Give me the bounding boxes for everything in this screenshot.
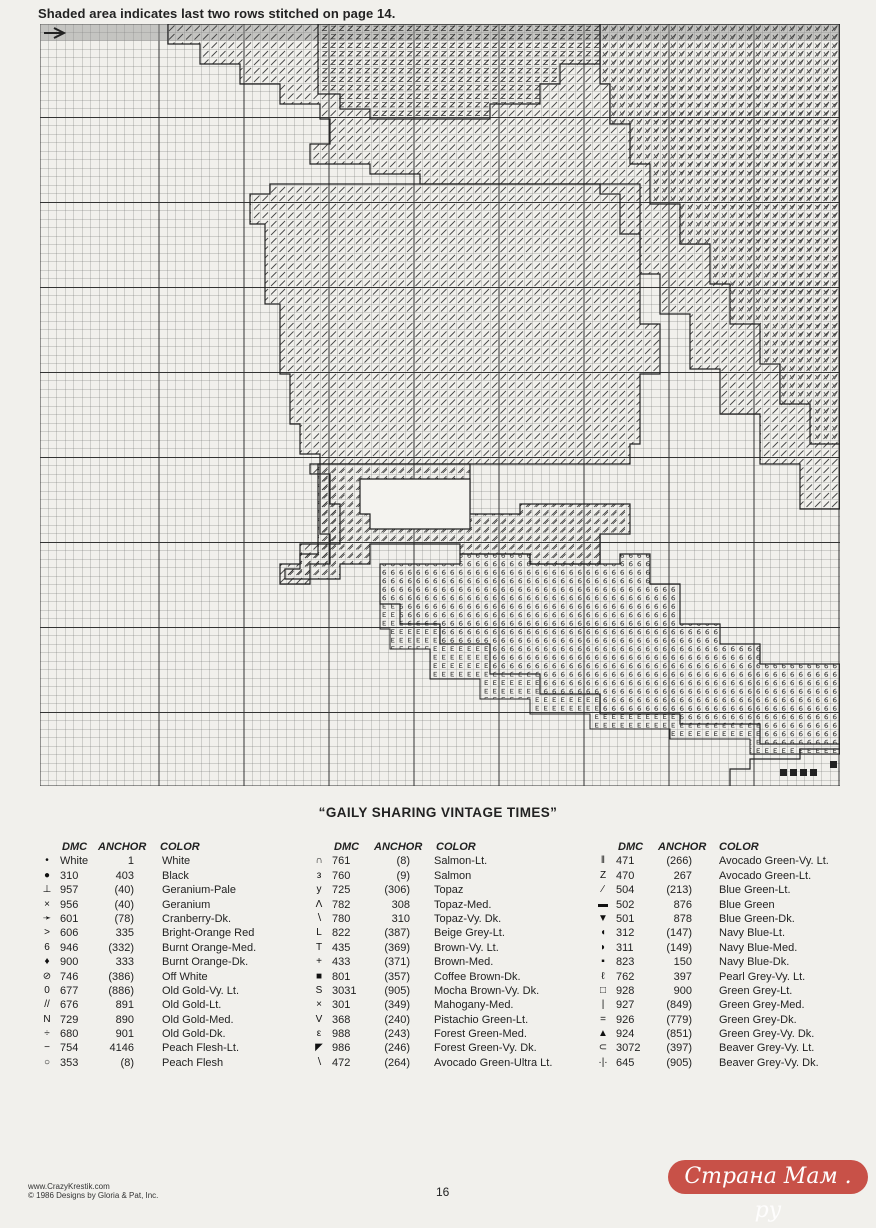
stitch-symbol: ‖	[600, 855, 606, 867]
anchor-number: 310	[391, 912, 410, 925]
dmc-number: 754	[60, 1042, 79, 1055]
color-name: Cranberry-Dk.	[162, 912, 232, 925]
stitch-symbol: □	[599, 984, 607, 996]
color-key-column-3	[596, 840, 856, 1070]
footer-copyright: © 1986 Designs by Gloria & Pat, Inc.	[28, 1191, 159, 1200]
color-name: Topaz-Vy. Dk.	[434, 912, 502, 925]
dmc-number: 301	[332, 999, 351, 1012]
anchor-number: 901	[115, 1028, 134, 1041]
key-row	[312, 883, 582, 897]
header-color: COLOR	[160, 841, 200, 853]
dmc-number: 746	[60, 970, 79, 983]
color-name: Salmon	[434, 869, 472, 882]
key-header	[596, 840, 856, 854]
stitch-symbol: ■	[315, 970, 323, 982]
dmc-number: 900	[60, 956, 79, 969]
stitch-symbol: S	[315, 984, 323, 996]
color-name: Brown-Vy. Lt.	[434, 941, 499, 954]
color-name: White	[162, 855, 191, 868]
anchor-number: (246)	[384, 1042, 410, 1055]
color-name: Geranium-Pale	[162, 884, 236, 897]
anchor-number: 308	[391, 898, 410, 911]
color-name: Navy Blue-Lt.	[719, 927, 786, 940]
dmc-number: 926	[616, 1013, 635, 1026]
stitch-symbol: ∩	[315, 855, 323, 867]
dmc-number: 312	[616, 927, 635, 940]
footer-site: www.CrazyKrestik.com	[28, 1182, 110, 1191]
key-row	[596, 984, 856, 998]
key-row	[312, 898, 582, 912]
key-row	[312, 955, 582, 969]
stitch-symbol: ∖	[315, 1056, 323, 1068]
key-row	[40, 898, 280, 912]
stitch-symbol: ℓ	[601, 970, 605, 982]
dmc-number: 822	[332, 927, 351, 940]
stitch-symbol: ⊘	[42, 970, 52, 982]
anchor-number: (8)	[120, 1056, 134, 1069]
color-name: Avocado Green-Lt.	[719, 869, 812, 882]
dmc-number: 928	[616, 984, 635, 997]
key-row	[596, 912, 856, 926]
anchor-number: (905)	[384, 984, 410, 997]
key-row	[312, 869, 582, 883]
color-key-column-1	[40, 840, 280, 1070]
key-row	[312, 854, 582, 868]
color-name: Bright-Orange Red	[162, 927, 255, 940]
anchor-number: 335	[115, 927, 134, 940]
anchor-number: 876	[673, 898, 692, 911]
key-row	[40, 1027, 280, 1041]
key-row	[596, 1027, 856, 1041]
anchor-number: (849)	[666, 999, 692, 1012]
dmc-number: 353	[60, 1056, 79, 1069]
color-name: Old Gold-Lt.	[162, 999, 222, 1012]
anchor-number: 403	[115, 869, 134, 882]
dmc-number: 924	[616, 1028, 635, 1041]
key-row	[40, 883, 280, 897]
color-name: Burnt Orange-Dk.	[162, 956, 249, 969]
stitch-symbol: T	[315, 941, 323, 953]
dmc-number: 927	[616, 999, 635, 1012]
stitch-symbol: ◖	[599, 927, 607, 939]
dmc-number: 988	[332, 1028, 351, 1041]
key-row	[40, 955, 280, 969]
key-row	[596, 869, 856, 883]
key-row	[40, 984, 280, 998]
dmc-number: 502	[616, 898, 635, 911]
color-name: Pistachio Green-Lt.	[434, 1013, 529, 1026]
key-row	[312, 1027, 582, 1041]
dmc-number: 677	[60, 984, 79, 997]
color-name: Avocado Green-Ultra Lt.	[434, 1056, 553, 1069]
key-row	[596, 955, 856, 969]
stitch-symbol: 6	[44, 941, 50, 953]
stitch-symbol: ∕	[602, 884, 604, 896]
color-name: Topaz-Med.	[434, 898, 492, 911]
stitch-symbol: ●	[43, 869, 51, 881]
anchor-number: (851)	[666, 1028, 692, 1041]
dmc-number: White	[60, 855, 89, 868]
stitch-symbol: ◤	[315, 1042, 323, 1054]
anchor-number: 333	[115, 956, 134, 969]
stitch-symbol: ▪	[601, 956, 605, 968]
color-name: Green Grey-Med.	[719, 999, 805, 1012]
color-name: Green Grey-Lt.	[719, 984, 793, 997]
key-row	[596, 883, 856, 897]
color-name: Peach Flesh	[162, 1056, 224, 1069]
color-name: Old Gold-Med.	[162, 1013, 234, 1026]
key-header	[312, 840, 582, 854]
anchor-number: (905)	[666, 1056, 692, 1069]
stitch-symbol: ÷	[44, 1028, 50, 1040]
color-name: Off White	[162, 970, 208, 983]
color-name: Blue Green-Dk.	[719, 912, 795, 925]
header-dmc: DMC	[334, 841, 360, 853]
anchor-number: (349)	[384, 999, 410, 1012]
stitch-symbol: ◗	[599, 941, 607, 953]
key-row	[40, 970, 280, 984]
anchor-number: (886)	[108, 984, 134, 997]
dmc-number: 946	[60, 941, 79, 954]
key-row	[40, 1013, 280, 1027]
dmc-number: 368	[332, 1013, 351, 1026]
key-row	[312, 970, 582, 984]
key-row	[40, 941, 280, 955]
dmc-number: 3072	[616, 1042, 641, 1055]
color-name: Forest Green-Vy. Dk.	[434, 1042, 537, 1055]
dmc-number: 606	[60, 927, 79, 940]
key-row	[312, 912, 582, 926]
key-row	[40, 869, 280, 883]
dmc-number: 801	[332, 970, 351, 983]
key-row	[312, 1041, 582, 1055]
color-name: Green Grey-Dk.	[719, 1013, 797, 1026]
dmc-number: 782	[332, 898, 351, 911]
key-header	[40, 840, 280, 854]
header-color: COLOR	[719, 841, 759, 853]
color-name: Blue Green-Lt.	[719, 884, 791, 897]
anchor-number: 900	[673, 984, 692, 997]
key-row	[596, 998, 856, 1012]
anchor-number: (332)	[108, 941, 134, 954]
stitch-symbol: ×	[44, 898, 50, 910]
stitch-symbol: Λ	[315, 898, 323, 910]
dmc-number: 3031	[332, 984, 357, 997]
anchor-number: (306)	[384, 884, 410, 897]
key-row	[312, 926, 582, 940]
stitch-symbol: =	[600, 1013, 606, 1025]
color-key-column-2	[312, 840, 582, 1070]
dmc-number: 504	[616, 884, 635, 897]
anchor-number: (78)	[114, 912, 134, 925]
header-anchor: ANCHOR	[374, 841, 423, 853]
color-name: Topaz	[434, 884, 464, 897]
chart-note: Shaded area indicates last two rows stitched on page 14.	[38, 6, 396, 21]
key-row	[596, 854, 856, 868]
stitch-symbol: ♦	[44, 956, 50, 968]
anchor-number: (397)	[666, 1042, 692, 1055]
anchor-number: 397	[673, 970, 692, 983]
anchor-number: (266)	[666, 855, 692, 868]
header-dmc: DMC	[62, 841, 88, 853]
color-name: Forest Green-Med.	[434, 1028, 527, 1041]
stitch-symbol: ▲	[598, 1028, 608, 1040]
anchor-number: (149)	[666, 941, 692, 954]
stitch-symbol: >	[44, 927, 50, 939]
key-row	[40, 854, 280, 868]
stitch-symbol: ▼	[598, 912, 608, 924]
dmc-number: 760	[332, 869, 351, 882]
header-anchor: ANCHOR	[658, 841, 707, 853]
color-name: Black	[162, 869, 189, 882]
color-name: Mahogany-Med.	[434, 999, 514, 1012]
key-row	[596, 898, 856, 912]
key-row	[312, 1056, 582, 1070]
color-name: Beige Grey-Lt.	[434, 927, 505, 940]
anchor-number: (40)	[114, 884, 134, 897]
anchor-number: (243)	[384, 1028, 410, 1041]
dmc-number: 601	[60, 912, 79, 925]
stitch-symbol: ⊥	[42, 884, 52, 896]
dmc-number: 762	[616, 970, 635, 983]
key-row	[40, 998, 280, 1012]
dmc-number: 956	[60, 898, 79, 911]
dmc-number: 676	[60, 999, 79, 1012]
anchor-number: (147)	[666, 927, 692, 940]
page-number: 16	[436, 1185, 450, 1199]
stitch-symbol: V	[315, 1013, 323, 1025]
stitch-symbol: ·|·	[598, 1056, 608, 1068]
color-name: Blue Green	[719, 898, 775, 911]
color-name: Burnt Orange-Med.	[162, 941, 257, 954]
stitch-symbol: з	[316, 869, 322, 881]
anchor-number: (369)	[384, 941, 410, 954]
header-color: COLOR	[436, 841, 476, 853]
stitch-symbol: L	[316, 927, 322, 939]
color-name: Navy Blue-Dk.	[719, 956, 790, 969]
stitch-symbol: ⊂	[598, 1042, 608, 1054]
stitch-symbol: •	[45, 855, 49, 867]
dmc-number: 310	[60, 869, 79, 882]
key-row	[312, 941, 582, 955]
dmc-number: 645	[616, 1056, 635, 1069]
color-name: Old Gold-Dk.	[162, 1028, 226, 1041]
stitch-symbol: −	[44, 1042, 50, 1054]
dmc-number: 311	[616, 941, 634, 954]
color-name: Peach Flesh-Lt.	[162, 1042, 240, 1055]
stitch-symbol: //	[44, 999, 50, 1011]
stitch-symbol: ×	[316, 999, 322, 1011]
dmc-number: 472	[332, 1056, 351, 1069]
stitch-symbol: N	[43, 1013, 51, 1025]
stitch-symbol: ○	[43, 1056, 51, 1068]
stitch-symbol: |	[601, 999, 605, 1011]
header-anchor: ANCHOR	[98, 841, 147, 853]
dmc-number: 986	[332, 1042, 351, 1055]
anchor-number: 267	[673, 869, 692, 882]
dmc-number: 957	[60, 884, 79, 897]
pale-gap	[360, 479, 470, 529]
stitch-symbol: ∖	[315, 912, 323, 924]
anchor-number: (264)	[384, 1056, 410, 1069]
dmc-number: 823	[616, 956, 635, 969]
anchor-number: 878	[673, 912, 692, 925]
stitch-symbol: 0	[44, 984, 50, 996]
color-name: Navy Blue-Med.	[719, 941, 798, 954]
color-name: Salmon-Lt.	[434, 855, 488, 868]
anchor-number: (371)	[384, 956, 410, 969]
dmc-number: 680	[60, 1028, 79, 1041]
color-name: Green Grey-Vy. Dk.	[719, 1028, 815, 1041]
dmc-number: 501	[616, 912, 635, 925]
stitch-symbol: Z	[599, 869, 607, 881]
key-row	[40, 912, 280, 926]
key-row	[40, 926, 280, 940]
header-dmc: DMC	[618, 841, 644, 853]
anchor-number: (357)	[384, 970, 410, 983]
dmc-number: 725	[332, 884, 351, 897]
key-row	[596, 1041, 856, 1055]
color-name: Geranium	[162, 898, 211, 911]
anchor-number: 1	[127, 855, 134, 868]
dmc-number: 471	[616, 855, 635, 868]
key-row	[596, 1056, 856, 1070]
color-name: Mocha Brown-Vy. Dk.	[434, 984, 540, 997]
color-name: Beaver Grey-Vy. Lt.	[719, 1042, 815, 1055]
key-row	[40, 1041, 280, 1055]
anchor-number: (386)	[108, 970, 134, 983]
stitch-symbol: +	[316, 956, 322, 968]
stitch-symbol: ε	[316, 1028, 322, 1040]
anchor-number: (387)	[384, 927, 410, 940]
dmc-number: 761	[332, 855, 351, 868]
anchor-number: (213)	[666, 884, 692, 897]
cross-stitch-chart	[40, 24, 840, 786]
dmc-number: 470	[616, 869, 635, 882]
key-row	[312, 1013, 582, 1027]
color-name: Brown-Med.	[434, 956, 494, 969]
anchor-number: (40)	[114, 898, 134, 911]
key-row	[312, 984, 582, 998]
key-row	[596, 941, 856, 955]
anchor-number: (240)	[384, 1013, 410, 1026]
key-row	[596, 970, 856, 984]
dmc-number: 435	[332, 941, 351, 954]
anchor-number: 4146	[109, 1042, 134, 1055]
stitch-symbol: ▬	[598, 898, 608, 910]
color-name: Pearl Grey-Vy. Lt.	[719, 970, 806, 983]
stitch-symbol: ➛	[42, 912, 52, 924]
dmc-number: 780	[332, 912, 351, 925]
dmc-number: 729	[60, 1013, 79, 1026]
anchor-number: (8)	[396, 855, 410, 868]
key-row	[40, 1056, 280, 1070]
footer-credits	[28, 1182, 158, 1200]
color-name: Avocado Green-Vy. Lt.	[719, 855, 829, 868]
stitch-symbol: y	[316, 884, 322, 896]
anchor-number: (779)	[666, 1013, 692, 1026]
color-name: Old Gold-Vy. Lt.	[162, 984, 240, 997]
site-watermark: Страна Мам . ру	[668, 1160, 868, 1194]
key-row	[596, 1013, 856, 1027]
key-row	[596, 926, 856, 940]
color-name: Coffee Brown-Dk.	[434, 970, 521, 983]
anchor-number: (9)	[396, 869, 410, 882]
pattern-title: “GAILY SHARING VINTAGE TIMES”	[318, 805, 558, 820]
key-row	[312, 998, 582, 1012]
dmc-number: 433	[332, 956, 351, 969]
anchor-number: 150	[673, 956, 692, 969]
color-name: Beaver Grey-Vy. Dk.	[719, 1056, 819, 1069]
anchor-number: 890	[115, 1013, 134, 1026]
anchor-number: 891	[115, 999, 134, 1012]
